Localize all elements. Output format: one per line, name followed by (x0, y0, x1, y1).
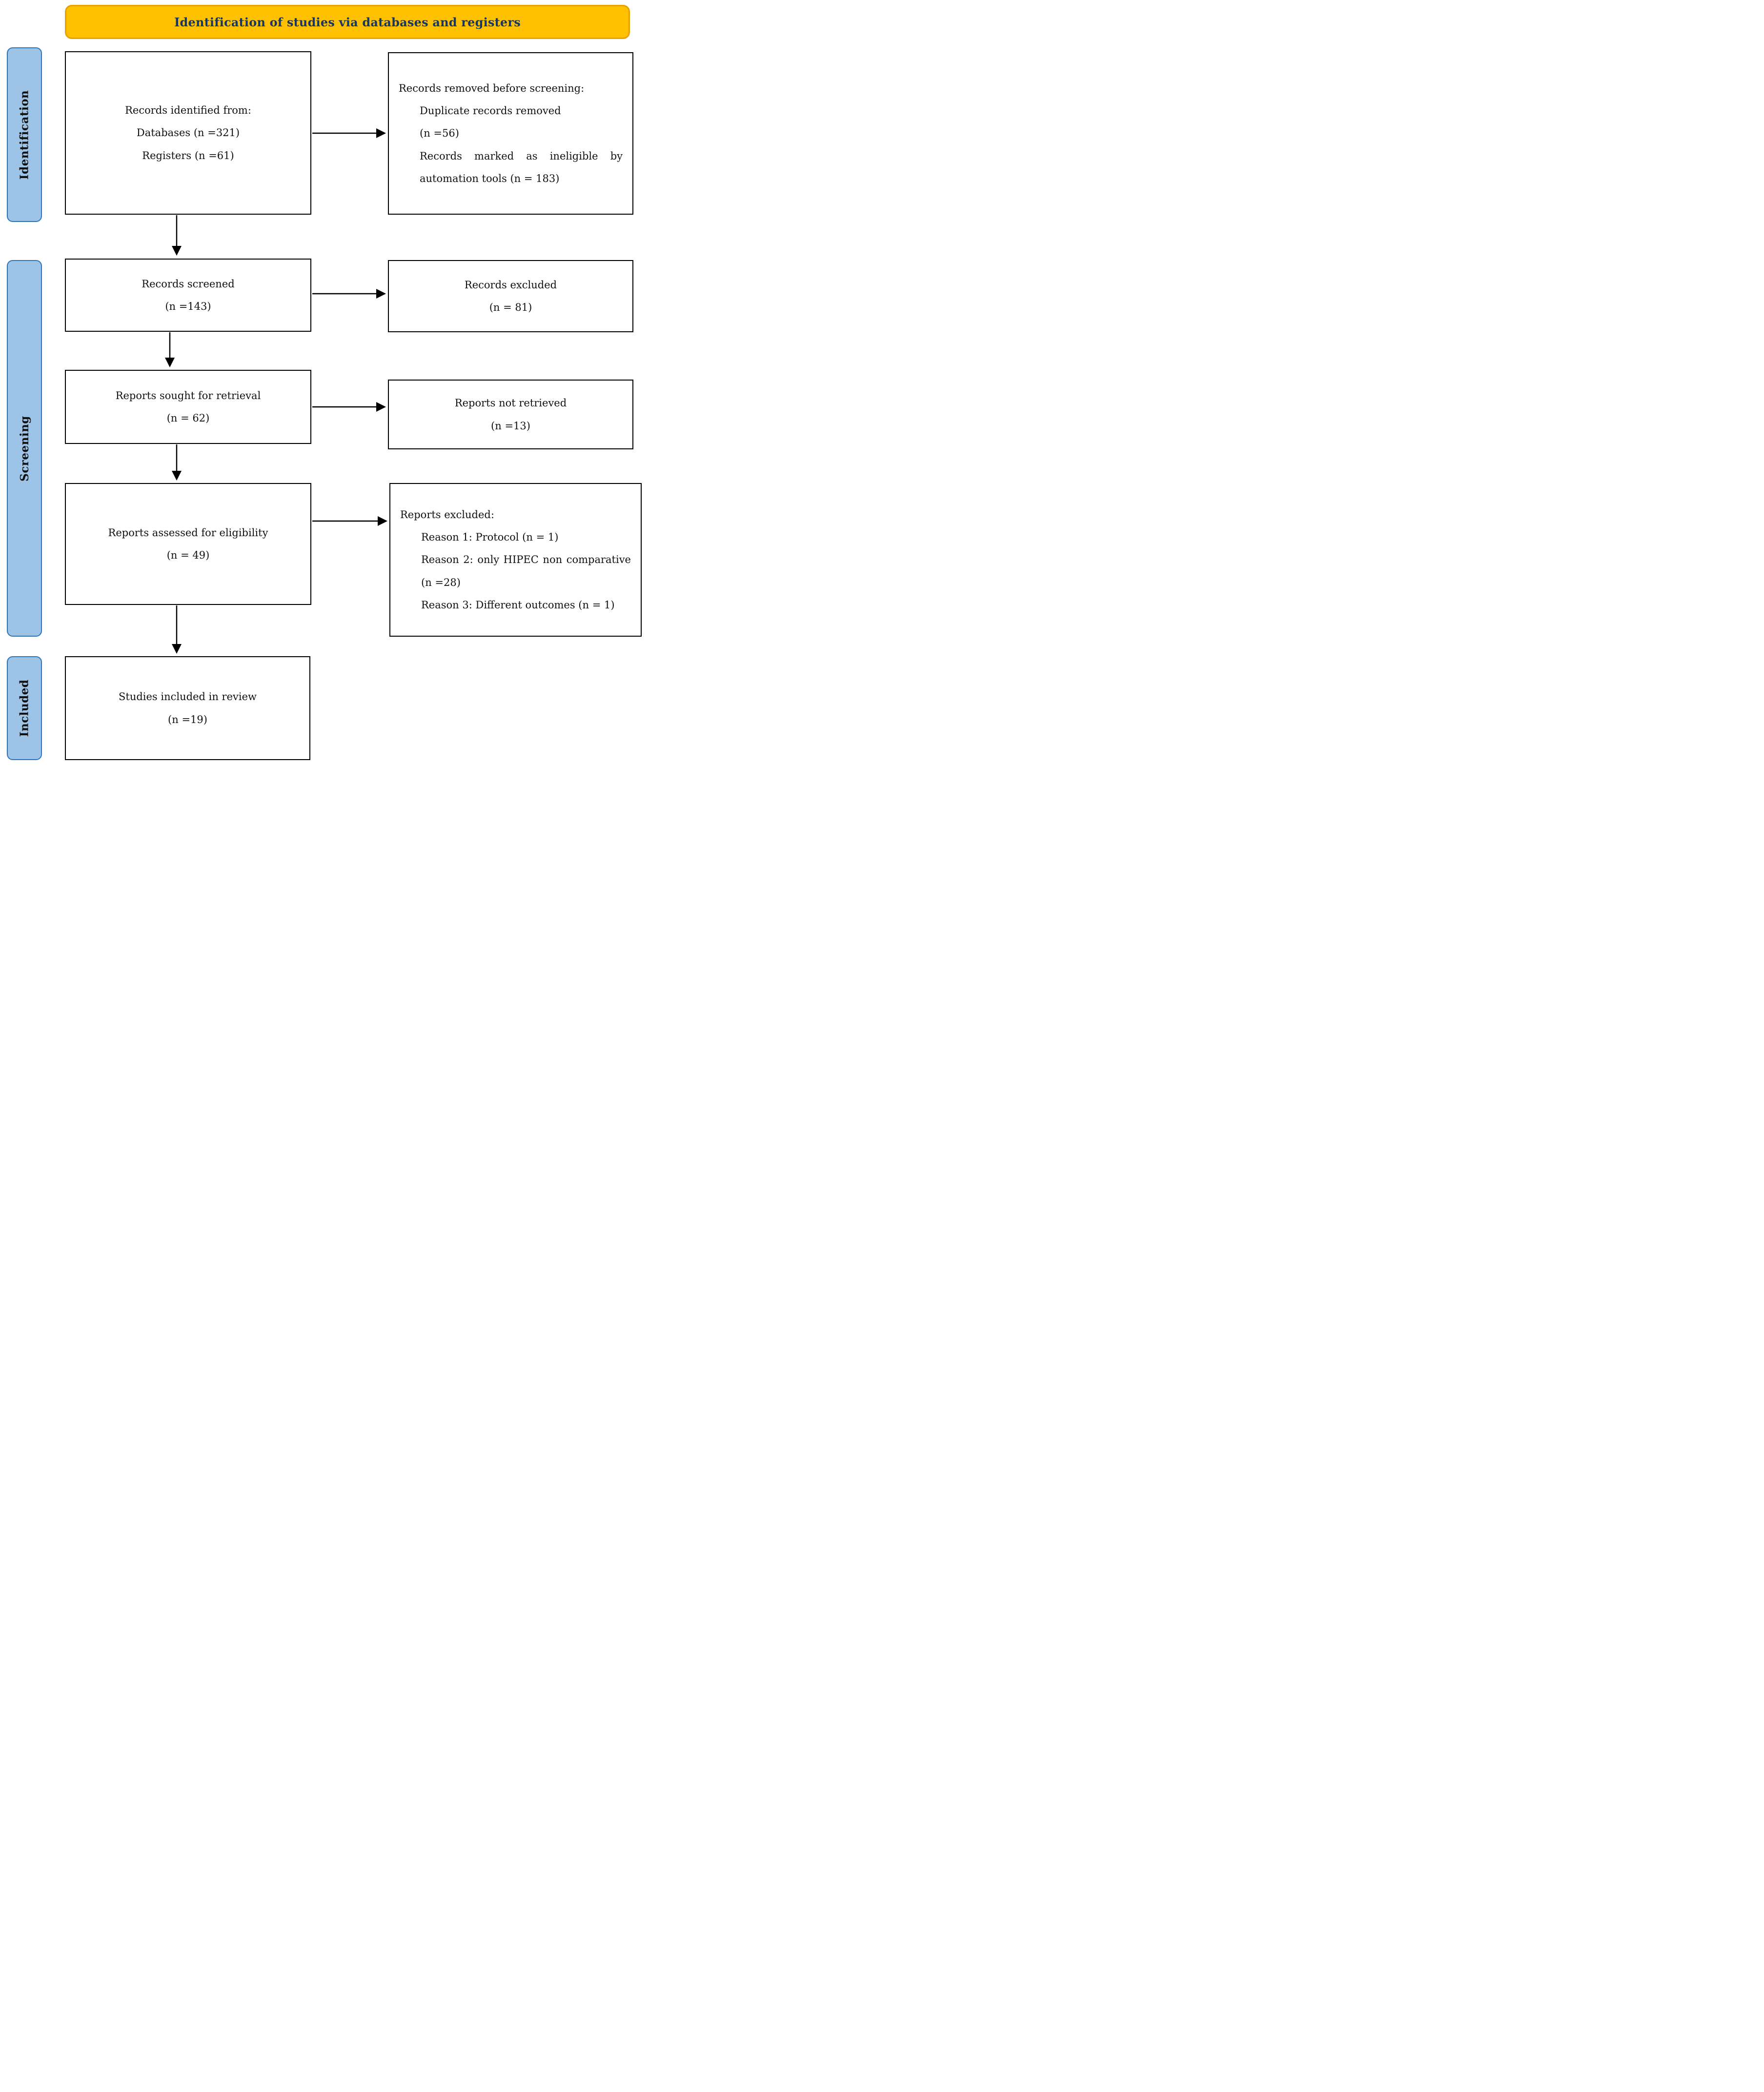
prisma-flow-diagram (0, 0, 653, 775)
box-line: (n =13) (491, 420, 530, 432)
box-line: Databases (n =321) (136, 127, 240, 139)
box-reports-excluded (389, 483, 642, 637)
box-reports-not-retrieved (388, 380, 633, 449)
stage-included-label: Included (18, 679, 31, 737)
box-line: (n = 81) (489, 302, 532, 313)
box-line: Records excluded (464, 279, 557, 291)
box-records-removed (388, 52, 633, 215)
title-banner (65, 5, 630, 39)
box-line: Registers (n =61) (142, 149, 234, 161)
box-line: (n = 49) (166, 549, 210, 561)
box-line: Reason 2: only HIPEC non comparative (n =28) (421, 554, 631, 588)
box-line: Reason 3: Different outcomes (n = 1) (421, 599, 615, 611)
title-banner-label: Identification of studies via databases and registers (174, 15, 521, 29)
box-records-excluded (388, 260, 633, 332)
box-line: (n =56) (420, 127, 459, 140)
stage-identification (7, 47, 42, 222)
stage-screening-label: Screening (18, 415, 31, 482)
box-records-screened (65, 259, 311, 332)
box-line: Reports excluded: (400, 509, 494, 521)
box-records-identified (65, 51, 311, 215)
box-line: Reason 1: Protocol (n = 1) (421, 531, 559, 543)
box-line: Duplicate records removed (420, 105, 561, 117)
box-reports-sought (65, 370, 311, 444)
box-line: Studies included in review (119, 691, 257, 703)
box-studies-included (65, 656, 310, 760)
box-line: Records screened (142, 278, 235, 290)
box-line: (n =143) (165, 301, 211, 312)
box-reports-assessed (65, 483, 311, 605)
box-line: Records marked as ineligible by automation tools (n = 183) (420, 150, 623, 184)
stage-included (7, 656, 42, 760)
box-line: (n =19) (168, 713, 207, 725)
stage-screening (7, 260, 42, 637)
box-line: Records removed before screening: (399, 82, 585, 95)
box-line: Reports not retrieved (454, 397, 567, 409)
box-line: (n = 62) (166, 412, 210, 424)
box-line: Records identified from: (125, 104, 251, 117)
stage-identification-label: Identification (18, 90, 31, 180)
box-line: Reports sought for retrieval (115, 389, 261, 402)
box-line: Reports assessed for eligibility (108, 526, 268, 539)
